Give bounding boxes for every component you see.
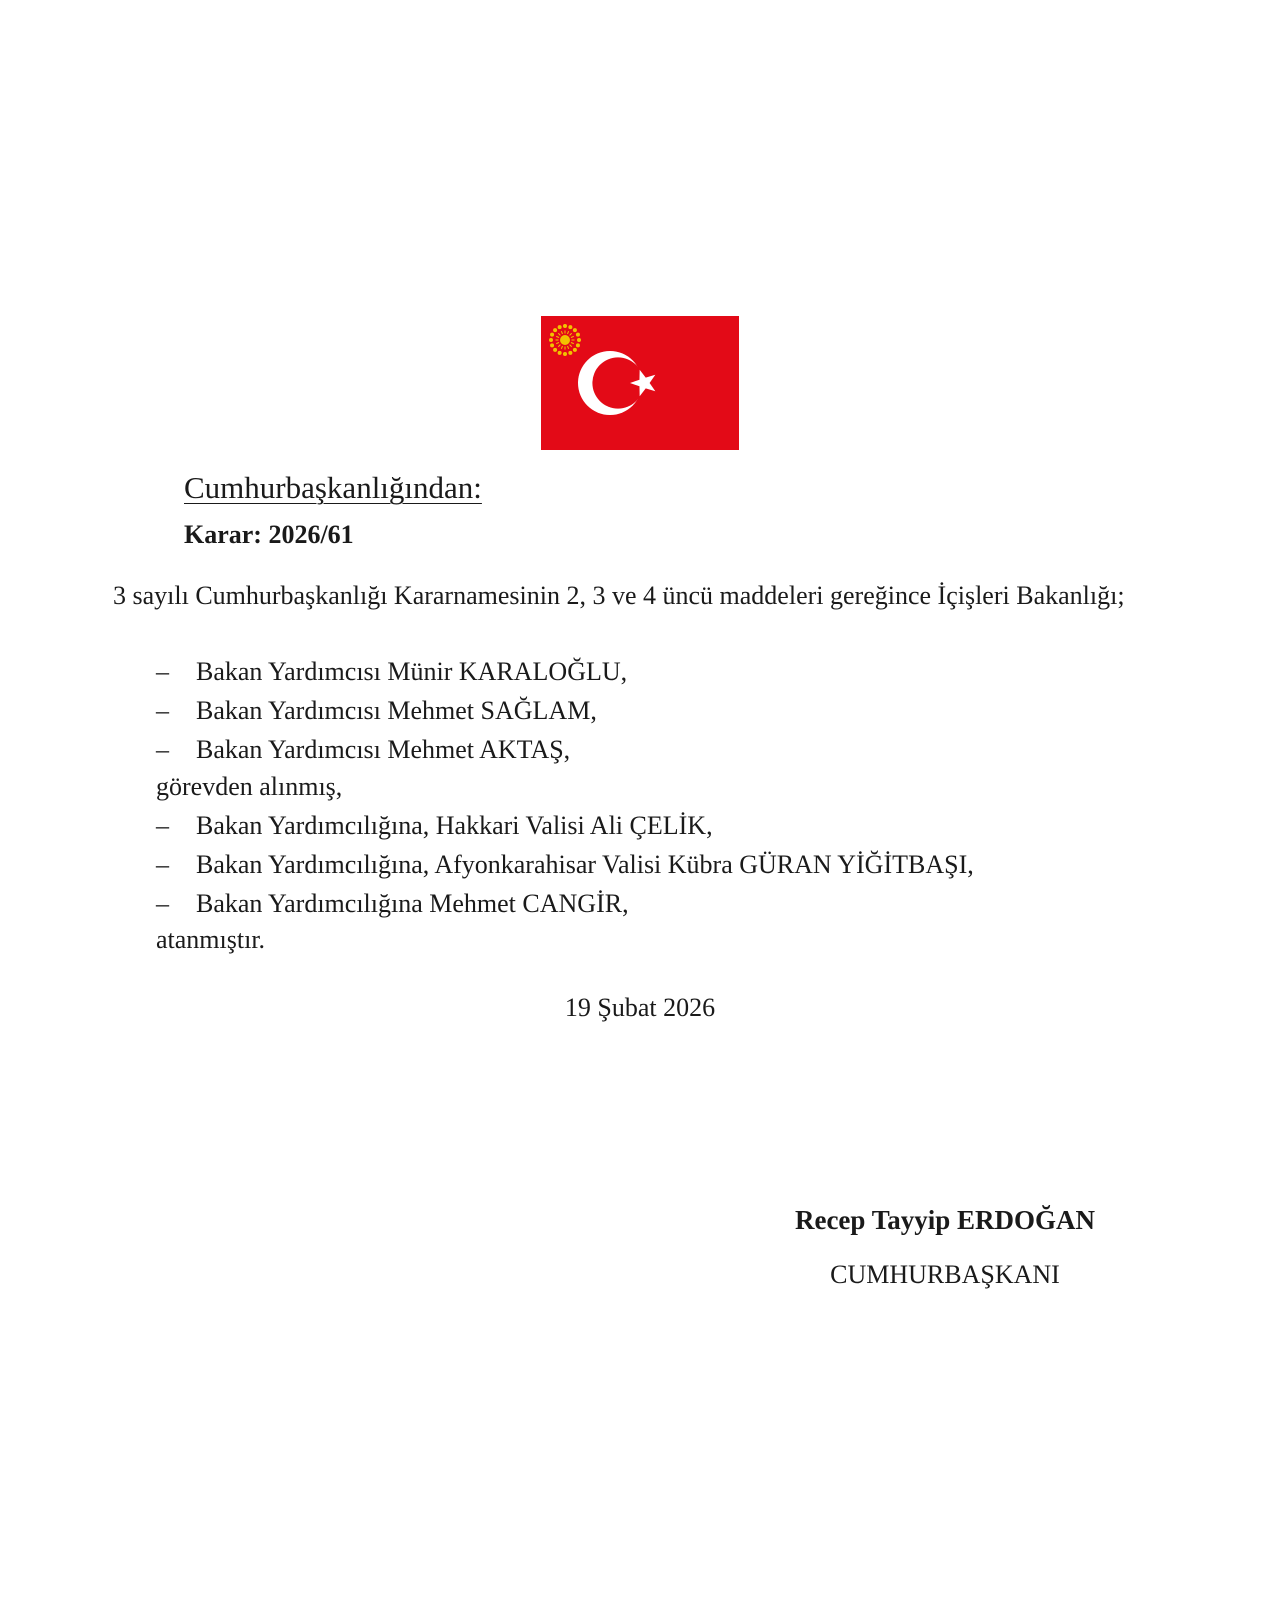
turkish-flag-icon	[541, 316, 739, 450]
seal-star	[550, 343, 554, 347]
list-item	[156, 691, 627, 730]
signer-title: CUMHURBAŞKANI	[830, 1260, 1060, 1289]
dash-bullet: –	[156, 657, 169, 686]
dash-bullet: –	[156, 850, 169, 879]
appointed-closing: atanmıştır.	[156, 925, 266, 954]
list-item	[156, 730, 627, 769]
seal-star	[576, 343, 580, 347]
seal-star	[563, 352, 567, 356]
removed-closing: görevden alınmış,	[156, 772, 343, 801]
seal-star	[568, 325, 572, 329]
list-item-text: Bakan Yardımcılığına Mehmet CANGİR,	[196, 889, 629, 918]
seal-star	[553, 328, 557, 332]
seal-star	[576, 333, 580, 337]
seal-star	[573, 328, 577, 332]
seal-star	[549, 338, 553, 342]
list-item	[156, 884, 974, 923]
removed-officials-list	[156, 652, 627, 769]
list-item-text: Bakan Yardımcılığına, Hakkari Valisi Ali ÇELİK,	[196, 811, 713, 840]
list-item	[156, 806, 974, 845]
signer-name: Recep Tayyip ERDOĞAN	[794, 1205, 1096, 1235]
list-item-text: Bakan Yardımcılığına, Afyonkarahisar Valisi Kübra GÜRAN YİĞİTBAŞI,	[196, 850, 974, 879]
seal-center-sun	[560, 335, 570, 345]
decree-intro: 3 sayılı Cumhurbaşkanlığı Kararnamesinin 2, 3 ve 4 üncü maddeleri gereğince İçişleri Bakanlığı;	[113, 581, 1125, 610]
dash-bullet: –	[156, 696, 169, 725]
list-item-text: Bakan Yardımcısı Mehmet SAĞLAM,	[196, 696, 597, 725]
seal-star	[558, 325, 562, 329]
list-item-text: Bakan Yardımcısı Mehmet AKTAŞ,	[196, 735, 571, 764]
decree-date: 19 Şubat 2026	[564, 993, 716, 1022]
seal-star	[573, 348, 577, 352]
seal-star	[553, 348, 557, 352]
dash-bullet: –	[156, 735, 169, 764]
seal-star	[568, 351, 572, 355]
issuer-title: Cumhurbaşkanlığından:	[184, 470, 482, 505]
list-item	[156, 652, 627, 691]
appointed-officials-list	[156, 806, 974, 923]
list-item	[156, 845, 974, 884]
dash-bullet: –	[156, 889, 169, 918]
list-item-text: Bakan Yardımcısı Münir KARALOĞLU,	[196, 657, 628, 686]
seal-star	[563, 324, 567, 328]
seal-star	[577, 338, 581, 342]
seal-star	[550, 333, 554, 337]
decision-number: Karar: 2026/61	[184, 520, 354, 549]
seal-star	[558, 351, 562, 355]
dash-bullet: –	[156, 811, 169, 840]
